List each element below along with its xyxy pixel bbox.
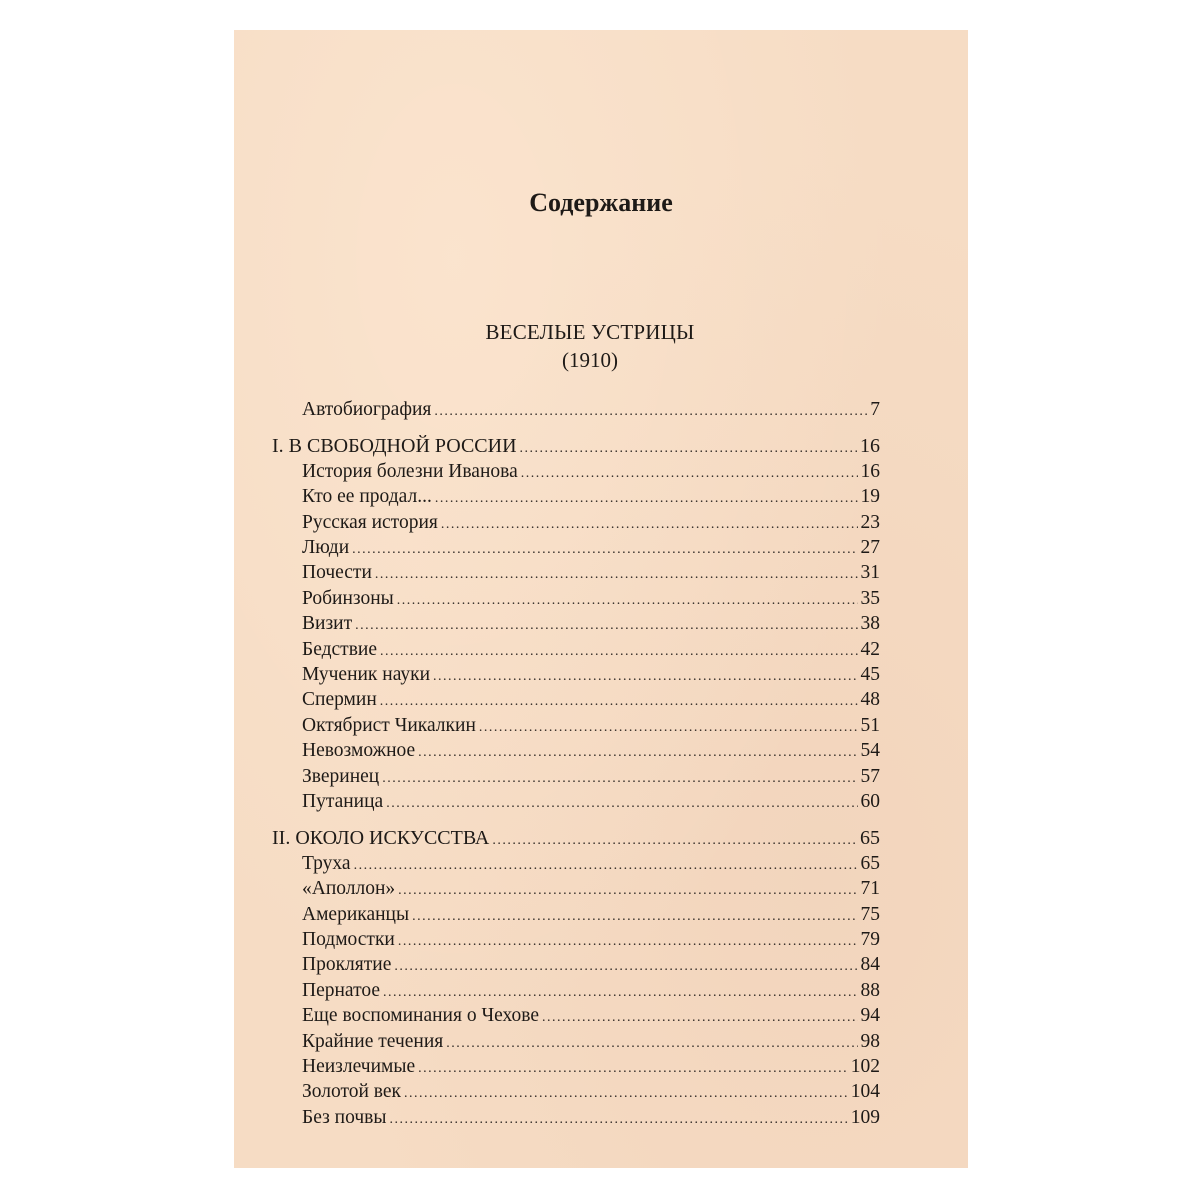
- toc-entry: [302, 484, 880, 510]
- toc-entry-title: Американцы: [302, 904, 410, 925]
- toc-page-number: 102: [850, 1056, 880, 1077]
- toc-entry: [302, 1003, 880, 1029]
- toc-dot-leader: [386, 791, 857, 817]
- toc-page-number: 7: [870, 399, 880, 420]
- toc-entry-title: Проклятие: [302, 954, 392, 975]
- toc-page-number: 75: [860, 904, 880, 925]
- toc-dot-leader: [418, 740, 857, 766]
- toc-entry: [302, 927, 880, 953]
- toc-entry-title: Еще воспоминания о Чехове: [302, 1005, 540, 1026]
- toc-page-number: 104: [850, 1081, 880, 1102]
- toc-entry: [302, 510, 880, 536]
- toc-page-number: 84: [860, 954, 880, 975]
- toc-entry: [302, 978, 880, 1004]
- toc-page-number: 71: [860, 878, 880, 899]
- toc-entry: [302, 687, 880, 713]
- toc-page-number: 16: [860, 435, 880, 457]
- toc-entry-title: Почести: [302, 562, 372, 583]
- toc-entry: [302, 789, 880, 815]
- toc-entry: [302, 952, 880, 978]
- toc-page-number: 35: [860, 588, 880, 609]
- toc-page-number: 60: [860, 791, 880, 812]
- toc-entry: [302, 1029, 880, 1055]
- toc-dot-leader: [394, 954, 857, 980]
- toc-page-number: 27: [860, 537, 880, 558]
- toc-entry-title: Пернатое: [302, 980, 380, 1001]
- toc-entry-title: Спермин: [302, 689, 377, 710]
- toc-entry: [302, 397, 880, 423]
- toc-page-number: 48: [860, 689, 880, 710]
- toc-entry-title: Зверинец: [302, 766, 380, 787]
- toc-entry: [302, 738, 880, 764]
- toc-entry-title: Бедствие: [302, 639, 377, 660]
- toc-page-number: 19: [860, 486, 880, 507]
- toc-page-number: 57: [860, 766, 880, 787]
- toc-entry-title: Кто ее продал...: [302, 486, 432, 507]
- toc-part-heading: [272, 433, 880, 459]
- toc-page-number: 38: [860, 613, 880, 634]
- toc-entry-title: Труха: [302, 853, 351, 874]
- toc-page-number: 65: [860, 853, 880, 874]
- toc-page-number: 109: [850, 1107, 880, 1128]
- toc-page-number: 79: [860, 929, 880, 950]
- toc-entry-title: Мученик науки: [302, 664, 431, 685]
- toc-dot-leader: [389, 1107, 847, 1133]
- toc-entry: [302, 459, 880, 485]
- toc-entry-title: История болезни Иванова: [302, 461, 518, 482]
- toc-entry: [302, 764, 880, 790]
- toc-page-number: 94: [860, 1005, 880, 1026]
- toc-entry-title: «Аполлон»: [302, 878, 396, 899]
- toc-entry-title: Подмостки: [302, 929, 395, 950]
- toc-entry: [302, 535, 880, 561]
- toc-page-number: 88: [860, 980, 880, 1001]
- toc-entry: [302, 1079, 880, 1105]
- toc-entry-title: Робинзоны: [302, 588, 394, 609]
- book-page: [234, 30, 968, 1168]
- toc-page-number: 31: [860, 562, 880, 583]
- toc-dot-leader: [404, 1081, 848, 1107]
- page-title: Содержание: [529, 188, 673, 217]
- toc-entry: [302, 637, 880, 663]
- toc-page-number: 42: [860, 639, 880, 660]
- toc-entry-title: I. В СВОБОДНОЙ РОССИИ: [272, 435, 517, 457]
- toc-entry: [302, 1054, 880, 1080]
- toc-entry-title: II. ОКОЛО ИСКУССТВА: [272, 827, 490, 849]
- toc-page-number: 65: [860, 827, 880, 849]
- toc-dot-leader: [375, 562, 858, 588]
- toc-dot-leader: [380, 689, 858, 715]
- toc-entry: [302, 713, 880, 739]
- toc-page-number: 23: [860, 512, 880, 533]
- toc-entry: [302, 851, 880, 877]
- toc-entry-title: Визит: [302, 613, 353, 634]
- toc-entry-title: Золотой век: [302, 1081, 402, 1102]
- toc-entry: [302, 560, 880, 586]
- toc-entry-title: Невозможное: [302, 740, 416, 761]
- toc-entry: [302, 611, 880, 637]
- toc-entry-title: Путаница: [302, 791, 384, 812]
- toc-dot-leader: [398, 878, 857, 904]
- toc-page-number: 54: [860, 740, 880, 761]
- toc-entry-title: Октябрист Чикалкин: [302, 715, 476, 736]
- toc-entry-title: Без почвы: [302, 1107, 387, 1128]
- toc-entry: [302, 662, 880, 688]
- toc-dot-leader: [542, 1005, 857, 1031]
- toc-page-number: 16: [860, 461, 880, 482]
- toc-part-heading: [272, 825, 880, 851]
- toc-entry-title: Люди: [302, 537, 350, 558]
- toc-entry-title: Русская история: [302, 512, 438, 533]
- toc-entry-title: Неизлечимые: [302, 1056, 416, 1077]
- toc-page-number: 45: [860, 664, 880, 685]
- toc-entry-title: Крайние течения: [302, 1031, 444, 1052]
- toc-dot-leader: [435, 486, 858, 512]
- toc-entry: [302, 876, 880, 902]
- toc-entry-title: Автобиография: [302, 399, 432, 420]
- toc-page-number: 51: [860, 715, 880, 736]
- toc-page-number: 98: [860, 1031, 880, 1052]
- toc-entry: [302, 902, 880, 928]
- toc-entry: [302, 1105, 880, 1131]
- section-year: (1910): [562, 348, 618, 372]
- section-title: ВЕСЕЛЫЕ УСТРИЦЫ: [485, 320, 695, 344]
- toc-dot-leader: [434, 399, 867, 425]
- toc-entry: [302, 586, 880, 612]
- toc-dot-leader: [355, 613, 857, 639]
